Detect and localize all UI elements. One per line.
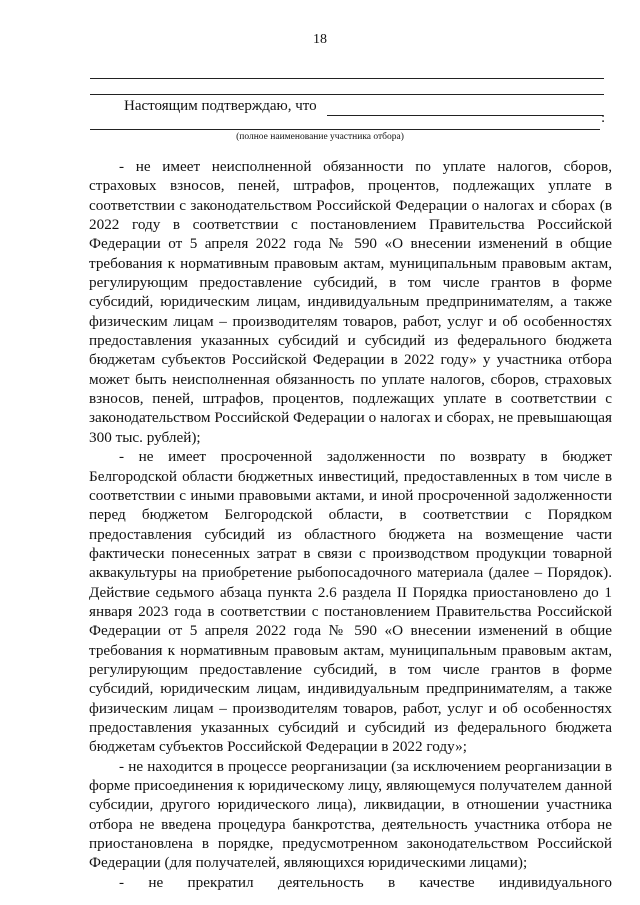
paragraph-individual-entrepreneur: - не прекратил деятельность в качестве индивидуального bbox=[119, 873, 612, 891]
document-body bbox=[89, 157, 612, 892]
blank-line-1[interactable] bbox=[90, 78, 604, 79]
confirm-statement: Настоящим подтверждаю, что bbox=[124, 98, 317, 114]
blank-line-2[interactable] bbox=[90, 94, 604, 95]
paragraph-overdue-debt: - не имеет просроченной задолженности по возврату в бюджет Белгородской области бюджетных инвестиций, предоставленных в том числе в соответствии с иными правовыми актами, и иной просроченной задолженности перед бюджетом Белгородской области, в соответствии с Порядком предоставления субсидий из областного бюджета на возмещение части фактически понесенных затрат в связи с производством продукции товарной аквакультуры на приобретение рыбопосадочного материала (далее – Порядок). Действие седьмого абзаца пункта 2.6 раздела II Порядка приостановлено до 1 января 2023 года в соответствии с постановлением Правительства Российской Федерации от 5 апреля 2022 года № 590 «О внесении изменений в общие требования к нормативным правовым актам, муниципальным правовым актам, регулирующим предоставление субсидий, в том числе грантов в форме субсидий, юридическим лицам, индивидуальным предпринимателям, а также физическим лицам – производителям товаров, работ, услуг и об особенностях предоставления указанных субсидий и субсидий из федерального бюджета бюджетам субъектов Российской Федерации в 2022 году»; bbox=[89, 448, 612, 756]
paragraph-reorganization: - не находится в процессе реорганизации (за исключением реорганизации в форме присоединения к юридическому лицу, являющемуся получателем данной субсидии, другого юридического лица), ликвидации, в отношении участника отбора не введена процедура банкротства, деятельность участника отбора не приостановлена в порядке, предусмотренном законодательством Российской Федерации (для получателей, являющихся юридическими лицами); bbox=[89, 757, 612, 872]
field-caption: (полное наименование участника отбора) bbox=[236, 132, 404, 142]
paragraph-tax-obligations: - не имеет неисполненной обязанности по уплате налогов, сборов, страховых взносов, пеней, штрафов, процентов, подлежащих уплате в соответствии с законодательством Российской Федерации о налогах и сборах (в 2022 году в соответствии с постановлением Правительства Российской Федерации от 5 апреля 2022 года № 590 «О внесении изменений в общие требования к нормативным правовым актам, муниципальным правовым актам, регулирующим предоставление субсидий, в том числе грантов в форме субсидий, юридическим лицам, индивидуальным предпринимателям, а также физическим лицам – производителям товаров, работ, услуг и об особенностях предоставления указанных субсидий и субсидий из федерального бюджета бюджетам субъектов Российской Федерации в 2022 году» у участника отбора может быть неисполненная обязанность по уплате налогов, сборов, страховых взносов, пеней, штрафов, процентов, подлежащих уплате в соответствии с законодательством Российской Федерации о налогах и сборах, не превышающая 300 тыс. рублей); bbox=[89, 158, 612, 446]
colon: : bbox=[601, 110, 606, 126]
participant-name-field-continued[interactable] bbox=[90, 129, 600, 130]
participant-name-field[interactable] bbox=[327, 115, 603, 116]
page-number: 18 bbox=[313, 32, 327, 47]
